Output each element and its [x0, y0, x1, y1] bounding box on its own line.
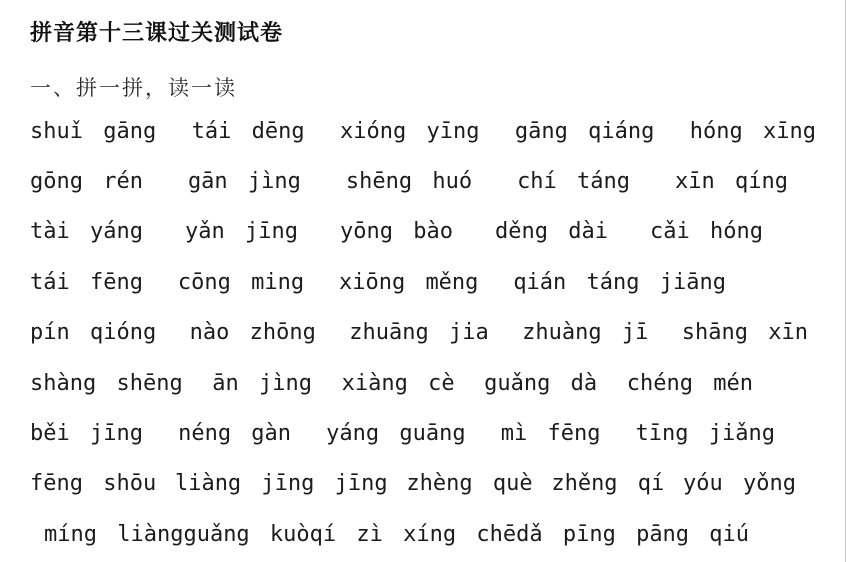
pinyin-row [30, 308, 816, 358]
pinyin-phrase: tái fēng [30, 269, 143, 295]
pinyin-phrase: míng liàng [44, 521, 184, 547]
pinyin-phrase: yōng bào [340, 219, 453, 245]
pinyin-phrase: tīng jiǎng [635, 421, 775, 447]
pinyin-phrase: cǎi hóng [650, 219, 763, 245]
pinyin-phrase: děng dài [495, 219, 608, 245]
pinyin-phrase: zhuāng jia [349, 320, 489, 346]
pinyin-phrase: gōng rén [30, 169, 143, 195]
pinyin-phrase: zhuàng jī [522, 320, 649, 346]
pinyin-phrase: yǎn jīng [185, 219, 298, 245]
pinyin-row [30, 358, 816, 408]
pinyin-phrase: pín qióng [30, 320, 157, 346]
pinyin-phrase: hóng xīng [689, 118, 816, 144]
pinyin-phrase: xiàng cè [341, 370, 455, 396]
pinyin-phrase: yáng guāng [326, 421, 466, 447]
pinyin-phrase: ān jìng [212, 370, 313, 396]
pinyin-phrase: xióng yīng [340, 118, 480, 144]
pinyin-phrase: cōng ming [177, 269, 305, 295]
pinyin-phrase: shuǐ gāng [30, 118, 157, 144]
pinyin-phrase: guǎng dà [484, 370, 598, 396]
pinyin-phrase: yóu yǒng [683, 471, 796, 497]
pinyin-row [30, 257, 816, 307]
pinyin-phrase: tái dēng [191, 118, 305, 144]
pinyin-phrase: dǎ pīng pāng qiú [516, 521, 750, 547]
page-title: 拼音第十三课过关测试卷 [30, 21, 284, 46]
pinyin-row [30, 408, 816, 458]
pinyin-phrase: qián táng jiāng [513, 269, 726, 295]
pinyin-phrase: xiōng měng [338, 269, 479, 295]
pinyin-phrase: liàng jīng jīng [174, 471, 388, 497]
pinyin-word-grid [30, 106, 816, 560]
pinyin-phrase: mì fēng [500, 421, 601, 447]
pinyin-row [30, 156, 816, 206]
pinyin-row [30, 207, 816, 257]
pinyin-phrase: shēng huó [345, 169, 473, 195]
pinyin-phrase: shàng shēng [30, 370, 183, 396]
pinyin-phrase: zhěng qí [551, 471, 665, 497]
pinyin-phrase: shāng xīn [681, 320, 808, 346]
pinyin-row [30, 509, 816, 559]
pinyin-phrase: chí táng [517, 169, 631, 195]
pinyin-row [30, 106, 816, 156]
pinyin-phrase: běi jīng [30, 421, 143, 447]
pinyin-row [30, 459, 816, 509]
pinyin-phrase: néng gàn [178, 421, 292, 447]
pinyin-phrase: qí zì xíng chē [309, 521, 517, 547]
pinyin-phrase: xīn qíng [675, 169, 788, 195]
section-heading: 一、拼一拼，读一读 [30, 76, 237, 100]
pinyin-phrase: tài yáng [30, 219, 143, 245]
pinyin-phrase: nào zhōng [189, 320, 316, 346]
pinyin-phrase: gān jìng [187, 169, 301, 195]
pinyin-phrase: gāng qiáng [514, 118, 655, 144]
pinyin-phrase: chéng mén [626, 370, 753, 396]
pinyin-phrase: zhèng què [406, 471, 533, 497]
pinyin-phrase: guǎng kuò [183, 521, 310, 547]
pinyin-phrase: fēng shōu [30, 471, 157, 497]
